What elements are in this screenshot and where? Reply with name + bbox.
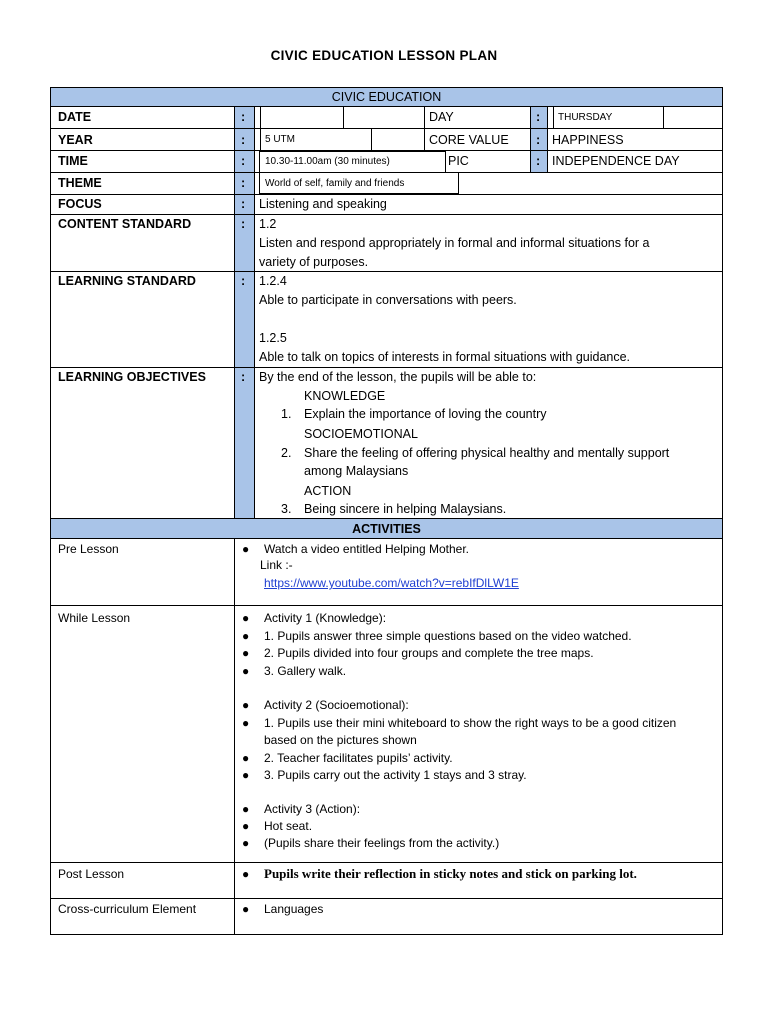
activity-2-title: Activity 2 (Socioemotional): — [264, 698, 409, 712]
subject-header: CIVIC EDUCATION — [50, 87, 723, 107]
activity-2-step-2: 2. Teacher facilitates pupils’ activity. — [264, 751, 453, 765]
activity-3-step-1: Hot seat. — [264, 819, 313, 833]
pre-lesson-label: Pre Lesson — [58, 542, 119, 556]
bullet: ● — [242, 611, 250, 625]
objectives-knowledge: KNOWLEDGE — [304, 389, 386, 403]
objective-3-number: 3. — [281, 502, 292, 516]
post-lesson-text: Pupils write their reflection in sticky notes and stick on parking lot. — [264, 866, 637, 881]
bullet: ● — [242, 867, 250, 881]
objective-1-number: 1. — [281, 407, 292, 421]
year-colon: : — [241, 133, 246, 147]
time-label: TIME — [58, 154, 88, 168]
video-link[interactable]: https://www.youtube.com/watch?v=rebIfDlLW1E — [264, 576, 519, 590]
activity-1-step-2: 2. Pupils divided into four groups and complete the tree maps. — [264, 646, 594, 660]
activity-1-step-3: 3. Gallery walk. — [264, 664, 347, 678]
bullet: ● — [242, 698, 250, 712]
objectives-action: ACTION — [304, 484, 352, 498]
bullet: ● — [242, 751, 250, 765]
theme-value: World of self, family and friends — [265, 178, 405, 189]
objectives-intro: By the end of the lesson, the pupils will be able to: — [259, 370, 537, 384]
bullet: ● — [242, 542, 250, 556]
objective-3: Being sincere in helping Malaysians. — [304, 502, 507, 516]
objective-2: Share the feeling of offering physical healthy and mentally support — [304, 446, 670, 460]
objective-2-cont: among Malaysians — [304, 464, 409, 478]
learning-objectives-colon: : — [241, 370, 246, 384]
year-value: 5 UTM — [265, 134, 295, 145]
activity-2-step-1-cont: based on the pictures shown — [264, 733, 417, 747]
topic-value: INDEPENDENCE DAY — [552, 154, 680, 168]
activity-3-step-2: (Pupils share their feelings from the activity.) — [264, 836, 500, 850]
learning-standard-code-2: 1.2.5 — [259, 331, 287, 345]
content-standard-label: CONTENT STANDARD — [58, 217, 192, 231]
learning-standard-label: LEARNING STANDARD — [58, 274, 196, 288]
focus-label: FOCUS — [58, 197, 102, 211]
while-lesson-label: While Lesson — [58, 611, 131, 625]
bullet: ● — [242, 836, 250, 850]
time-value: 10.30-11.00am (30 minutes) — [265, 156, 390, 167]
learning-objectives-label: LEARNING OBJECTIVES — [58, 370, 206, 384]
date-label: DATE — [58, 110, 92, 124]
objectives-socioemotional: SOCIOEMOTIONAL — [304, 427, 418, 441]
pre-lesson-line-1: Watch a video entitled Helping Mother. — [264, 542, 470, 556]
topic-label: PIC — [448, 154, 469, 168]
focus-value: Listening and speaking — [259, 197, 387, 211]
time-colon: : — [241, 154, 246, 168]
activity-2-step-3: 3. Pupils carry out the activity 1 stays and 3 stray. — [264, 768, 527, 782]
day-colon: : — [536, 110, 541, 124]
theme-label: THEME — [58, 176, 102, 190]
activity-1-title: Activity 1 (Knowledge): — [264, 611, 387, 625]
topic-colon: : — [536, 154, 541, 168]
objective-1: Explain the importance of loving the country — [304, 407, 547, 421]
bullet: ● — [242, 646, 250, 660]
cross-curriculum-text: Languages — [264, 902, 324, 916]
focus-colon: : — [241, 197, 246, 211]
content-standard-text: Listen and respond appropriately in formal and informal situations for a — [259, 236, 650, 250]
bullet: ● — [242, 664, 250, 678]
activity-1-step-1: 1. Pupils answer three simple questions based on the video watched. — [264, 629, 632, 643]
pre-lesson-line-2: Link :- — [260, 558, 293, 572]
learning-standard-text-1: Able to participate in conversations with peers. — [259, 293, 517, 307]
theme-colon: : — [241, 176, 246, 190]
colon-column — [235, 107, 254, 518]
content-standard-text-2: variety of purposes. — [259, 255, 369, 269]
learning-standard-code-1: 1.2.4 — [259, 274, 287, 288]
learning-standard-text-2: Able to talk on topics of interests in formal situations with guidance. — [259, 350, 631, 364]
core-value-label: CORE VALUE — [429, 133, 509, 147]
core-value-value: HAPPINESS — [552, 133, 624, 147]
year-label: YEAR — [58, 133, 93, 147]
date-colon: : — [241, 110, 246, 124]
bullet: ● — [242, 768, 250, 782]
day-label: DAY — [429, 110, 454, 124]
bullet: ● — [242, 716, 250, 730]
activity-2-step-1: 1. Pupils use their mini whiteboard to show the right ways to be a good citizen — [264, 716, 677, 730]
post-lesson-label: Post Lesson — [58, 867, 125, 881]
content-standard-colon: : — [241, 217, 246, 231]
bullet: ● — [242, 629, 250, 643]
content-standard-code: 1.2 — [259, 217, 277, 231]
day-value: THURSDAY — [558, 112, 613, 123]
objective-2-number: 2. — [281, 446, 292, 460]
cross-curriculum-label: Cross-curriculum Element — [58, 902, 197, 916]
activity-3-title: Activity 3 (Action): — [264, 802, 361, 816]
core-value-colon: : — [536, 133, 541, 147]
bullet: ● — [242, 802, 250, 816]
learning-standard-colon: : — [241, 274, 246, 288]
bullet: ● — [242, 902, 250, 916]
bullet: ● — [242, 819, 250, 833]
page-title: CIVIC EDUCATION LESSON PLAN — [270, 48, 498, 63]
activities-header: ACTIVITIES — [50, 518, 723, 539]
